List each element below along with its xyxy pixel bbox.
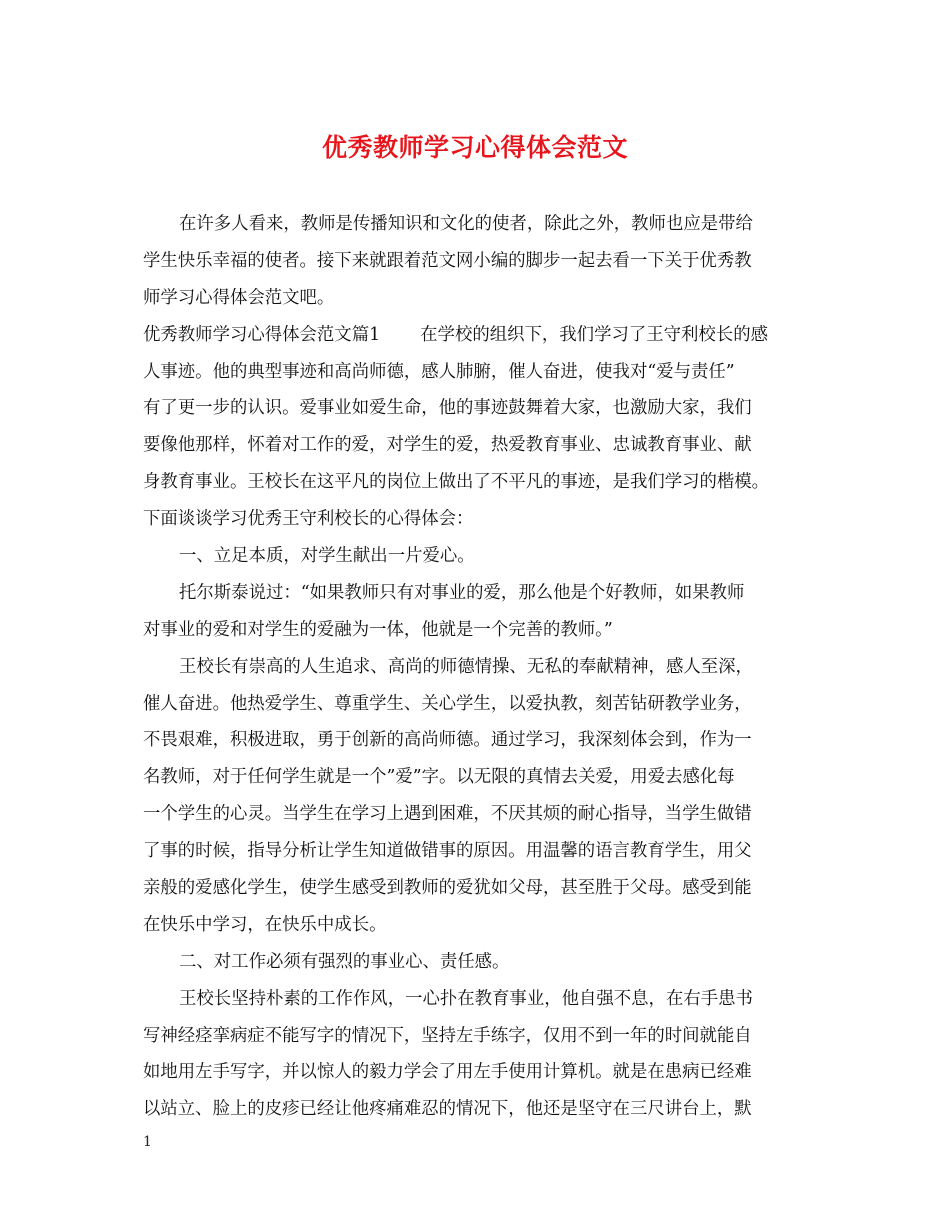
paragraph-line: 有了更一步的认识。爱事业如爱生命，他的事迹鼓舞着大家，也激励大家，我们 xyxy=(143,398,752,419)
paragraph-line: 托尔斯泰说过：“如果教师只有对事业的爱，那么他是个好教师，如果教师 xyxy=(179,582,745,603)
paragraph-line: 王校长有崇高的人生追求、高尚的师德情操、无私的奉献精神，感人至深， xyxy=(179,656,753,677)
paragraph-line: 以站立、脸上的皮疹已经让他疼痛难忍的情况下，他还是坚守在三尺讲台上，默 xyxy=(143,1099,752,1120)
document-body xyxy=(143,206,823,1128)
paragraph-line: 催人奋进。他热爱学生、尊重学生、关心学生，以爱执教，刻苦钻研教学业务， xyxy=(143,693,752,714)
heading-line: 二、对工作必须有强烈的事业心、责任感。 xyxy=(179,951,510,972)
paragraph-line: 写神经痉挛病症不能写字的情况下，坚持左手练字，仅用不到一年的时间就能自 xyxy=(143,1025,752,1046)
page-number: 1 xyxy=(143,1134,152,1150)
paragraph-line: 在许多人看来，教师是传播知识和文化的使者，除此之外，教师也应是带给 xyxy=(179,214,753,234)
paragraph-line: 下面谈谈学习优秀王守利校长的心得体会： xyxy=(143,509,474,530)
paragraph-line: 名教师，对于任何学生就是一个”爱”字。以无限的真情去关爱，用爱去感化每 xyxy=(143,767,735,788)
paragraph-line: 学生快乐幸福的使者。接下来就跟着范文网小编的脚步一起去看一下关于优秀教 xyxy=(143,250,752,271)
paragraph-line: 亲般的爱感化学生，使学生感受到教师的爱犹如父母，甚至胜于父母。感受到能 xyxy=(143,878,752,899)
section-line xyxy=(143,317,823,354)
paragraph-line: 了事的时候，指导分析让学生知道做错事的原因。用温馨的语言教育学生，用父 xyxy=(143,841,752,862)
paragraph-line: 师学习心得体会范文吧。 xyxy=(143,287,335,308)
paragraph-line: 王校长坚持朴素的工作作风，一心扑在教育事业，他自强不息，在右手患书 xyxy=(179,988,753,1009)
paragraph-line: 对事业的爱和对学生的爱融为一体，他就是一个完善的教师。” xyxy=(143,619,613,640)
paragraph-line: 在快乐中学习，在快乐中成长。 xyxy=(143,914,387,935)
paragraph-line: 不畏艰难，积极进取，勇于创新的高尚师德。通过学习，我深刻体会到，作为一 xyxy=(143,730,752,751)
paragraph-line: 人事迹。他的典型事迹和高尚师德，感人肺腑，催人奋进，使我对“爱与责任” xyxy=(143,361,735,382)
section-heading: 优秀教师学习心得体会范文篇1 xyxy=(143,324,381,345)
paragraph-line: 身教育事业。王校长在这平凡的岗位上做出了不平凡的事迹，是我们学习的楷模。 xyxy=(143,472,770,493)
paragraph-line: 一个学生的心灵。当学生在学习上遇到困难，不厌其烦的耐心指导，当学生做错 xyxy=(143,804,752,825)
heading-line: 一、立足本质，对学生献出一片爱心。 xyxy=(179,546,475,567)
paragraph-line: 如地用左手写字，并以惊人的毅力学会了用左手使用计算机。就是在患病已经难 xyxy=(143,1062,752,1083)
paragraph-line: 要像他那样，怀着对工作的爱，对学生的爱，热爱教育事业、忠诚教育事业、献 xyxy=(143,435,752,456)
document-title: 优秀教师学习心得体会范文 xyxy=(321,133,628,162)
section-first-line: 在学校的组织下，我们学习了王守利校长的感 xyxy=(420,324,768,345)
